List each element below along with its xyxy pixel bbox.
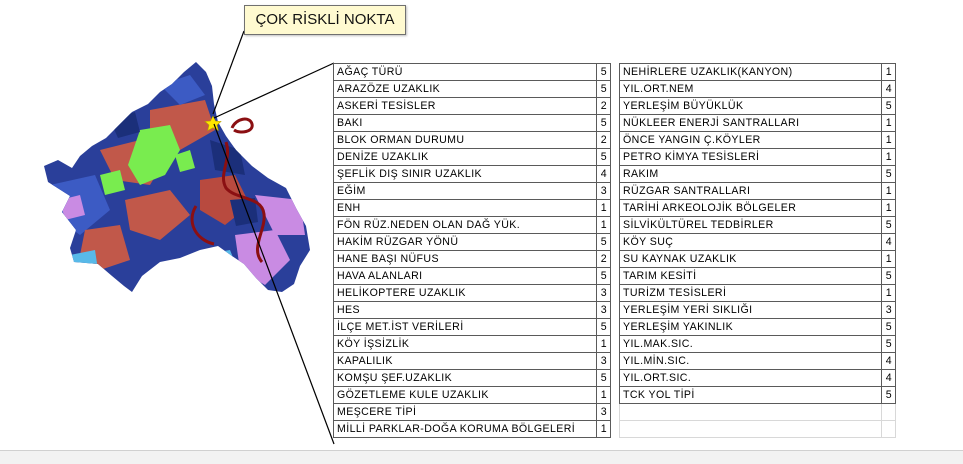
- criteria-row: [334, 132, 611, 149]
- criteria-row: [620, 353, 896, 370]
- criteria-score: 4: [882, 81, 896, 98]
- criteria-score: 1: [882, 115, 896, 132]
- criteria-row: [334, 370, 611, 387]
- criteria-score: 2: [597, 98, 611, 115]
- criteria-name: HES: [334, 302, 597, 319]
- criteria-row: [334, 421, 611, 438]
- criteria-score: [882, 421, 896, 438]
- criteria-score: 5: [882, 217, 896, 234]
- criteria-name: MİLLİ PARKLAR-DOĞA KORUMA BÖLGELERİ: [334, 421, 597, 438]
- criteria-name: YIL.ORT.NEM: [620, 81, 882, 98]
- criteria-score: 5: [597, 268, 611, 285]
- criteria-row: [620, 387, 896, 404]
- criteria-score: 5: [597, 64, 611, 81]
- criteria-row: [620, 319, 896, 336]
- criteria-score: 3: [882, 302, 896, 319]
- criteria-row: [620, 268, 896, 285]
- criteria-score: 4: [597, 166, 611, 183]
- criteria-score: 1: [882, 132, 896, 149]
- criteria-row: [620, 98, 896, 115]
- criteria-score: 5: [597, 234, 611, 251]
- criteria-row: [334, 302, 611, 319]
- criteria-name: TCK YOL TİPİ: [620, 387, 882, 404]
- criteria-name: KAPALILIK: [334, 353, 597, 370]
- criteria-name: ENH: [334, 200, 597, 217]
- risk-criteria-table-left: [333, 63, 611, 438]
- criteria-row: [620, 285, 896, 302]
- criteria-name: YERLEŞİM YERİ SIKLIĞI: [620, 302, 882, 319]
- sheet-status-bar: [0, 450, 963, 464]
- criteria-row: [620, 234, 896, 251]
- criteria-score: 3: [597, 285, 611, 302]
- criteria-row: [620, 132, 896, 149]
- criteria-row: [334, 98, 611, 115]
- criteria-score: 5: [597, 370, 611, 387]
- criteria-row: [620, 64, 896, 81]
- criteria-row: [620, 421, 896, 438]
- criteria-name: SU KAYNAK UZAKLIK: [620, 251, 882, 268]
- criteria-name: TARİHİ ARKEOLOJİK BÖLGELER: [620, 200, 882, 217]
- criteria-score: [882, 404, 896, 421]
- criteria-score: 5: [882, 166, 896, 183]
- criteria-score: 5: [882, 319, 896, 336]
- criteria-row: [334, 115, 611, 132]
- criteria-name: ŞEFLİK DIŞ SINIR UZAKLIK: [334, 166, 597, 183]
- criteria-name: AĞAÇ TÜRÜ: [334, 64, 597, 81]
- criteria-name: MEŞCERE TİPİ: [334, 404, 597, 421]
- criteria-row: [620, 183, 896, 200]
- criteria-name: KOMŞU ŞEF.UZAKLIK: [334, 370, 597, 387]
- criteria-name: KÖY İŞSİZLİK: [334, 336, 597, 353]
- criteria-score: 5: [597, 149, 611, 166]
- criteria-row: [334, 285, 611, 302]
- criteria-name: PETRO KİMYA TESİSLERİ: [620, 149, 882, 166]
- criteria-name: YIL.MAK.SIC.: [620, 336, 882, 353]
- criteria-score: 1: [597, 200, 611, 217]
- criteria-row: [334, 404, 611, 421]
- criteria-name: [620, 404, 882, 421]
- criteria-row: [620, 149, 896, 166]
- criteria-name: YIL.ORT.SIC.: [620, 370, 882, 387]
- criteria-name: BAKI: [334, 115, 597, 132]
- criteria-score: 5: [882, 268, 896, 285]
- criteria-name: [620, 421, 882, 438]
- criteria-row: [334, 234, 611, 251]
- criteria-row: [334, 336, 611, 353]
- criteria-row: [334, 149, 611, 166]
- criteria-score: 3: [597, 404, 611, 421]
- criteria-score: 5: [882, 387, 896, 404]
- criteria-score: 5: [597, 319, 611, 336]
- criteria-row: [334, 183, 611, 200]
- criteria-name: GÖZETLEME KULE UZAKLIK: [334, 387, 597, 404]
- criteria-row: [334, 251, 611, 268]
- risk-criteria-table-right: [619, 63, 896, 438]
- criteria-name: HANE BAŞI NÜFUS: [334, 251, 597, 268]
- criteria-name: HELİKOPTERE UZAKLIK: [334, 285, 597, 302]
- criteria-score: 5: [597, 81, 611, 98]
- risk-map-svg: [0, 0, 340, 464]
- criteria-name: ÖNCE YANGIN Ç.KÖYLER: [620, 132, 882, 149]
- criteria-score: 1: [597, 336, 611, 353]
- criteria-row: [334, 268, 611, 285]
- criteria-name: HAKİM RÜZGAR YÖNÜ: [334, 234, 597, 251]
- criteria-row: [620, 200, 896, 217]
- criteria-name: NEHİRLERE UZAKLIK(KANYON): [620, 64, 882, 81]
- map-region: [40, 55, 320, 300]
- criteria-score: 4: [882, 353, 896, 370]
- criteria-row: [620, 370, 896, 387]
- criteria-row: [620, 115, 896, 132]
- criteria-row: [620, 217, 896, 234]
- criteria-name: TARIM KESİTİ: [620, 268, 882, 285]
- criteria-score: 1: [882, 200, 896, 217]
- criteria-score: 2: [597, 251, 611, 268]
- criteria-score: 1: [597, 387, 611, 404]
- criteria-row: [620, 404, 896, 421]
- criteria-name: YIL.MİN.SIC.: [620, 353, 882, 370]
- risk-point-callout: ÇOK RİSKLİ NOKTA: [244, 5, 406, 35]
- criteria-score: 3: [597, 183, 611, 200]
- criteria-score: 1: [597, 421, 611, 438]
- criteria-name: DENİZE UZAKLIK: [334, 149, 597, 166]
- criteria-score: 1: [882, 285, 896, 302]
- criteria-score: 1: [597, 217, 611, 234]
- criteria-row: [334, 217, 611, 234]
- criteria-name: TURİZM TESİSLERİ: [620, 285, 882, 302]
- criteria-row: [334, 64, 611, 81]
- criteria-name: İLÇE MET.İST VERİLERİ: [334, 319, 597, 336]
- criteria-name: ASKERİ TESİSLER: [334, 98, 597, 115]
- criteria-row: [620, 336, 896, 353]
- criteria-score: 1: [882, 64, 896, 81]
- criteria-name: FÖN RÜZ.NEDEN OLAN DAĞ YÜK.: [334, 217, 597, 234]
- criteria-row: [334, 200, 611, 217]
- criteria-row: [620, 251, 896, 268]
- criteria-score: 3: [597, 353, 611, 370]
- criteria-name: NÜKLEER ENERJİ SANTRALLARI: [620, 115, 882, 132]
- criteria-row: [334, 387, 611, 404]
- criteria-row: [334, 81, 611, 98]
- criteria-score: 4: [882, 234, 896, 251]
- criteria-name: ARAZÖZE UZAKLIK: [334, 81, 597, 98]
- criteria-row: [334, 353, 611, 370]
- criteria-name: BLOK ORMAN DURUMU: [334, 132, 597, 149]
- criteria-score: 4: [882, 370, 896, 387]
- criteria-score: 5: [597, 115, 611, 132]
- criteria-row: [620, 166, 896, 183]
- criteria-name: EĞİM: [334, 183, 597, 200]
- criteria-row: [334, 166, 611, 183]
- criteria-name: HAVA ALANLARI: [334, 268, 597, 285]
- criteria-name: SİLVİKÜLTÜREL TEDBİRLER: [620, 217, 882, 234]
- criteria-score: 5: [882, 98, 896, 115]
- criteria-score: 3: [597, 302, 611, 319]
- criteria-name: KÖY SUÇ: [620, 234, 882, 251]
- criteria-score: 2: [597, 132, 611, 149]
- criteria-name: RAKIM: [620, 166, 882, 183]
- criteria-score: 1: [882, 251, 896, 268]
- criteria-row: [334, 319, 611, 336]
- criteria-name: YERLEŞİM BÜYÜKLÜK: [620, 98, 882, 115]
- criteria-score: 1: [882, 183, 896, 200]
- criteria-score: 5: [882, 336, 896, 353]
- criteria-row: [620, 302, 896, 319]
- criteria-row: [620, 81, 896, 98]
- criteria-name: YERLEŞİM YAKINLIK: [620, 319, 882, 336]
- criteria-score: 1: [882, 149, 896, 166]
- criteria-name: RÜZGAR SANTRALLARI: [620, 183, 882, 200]
